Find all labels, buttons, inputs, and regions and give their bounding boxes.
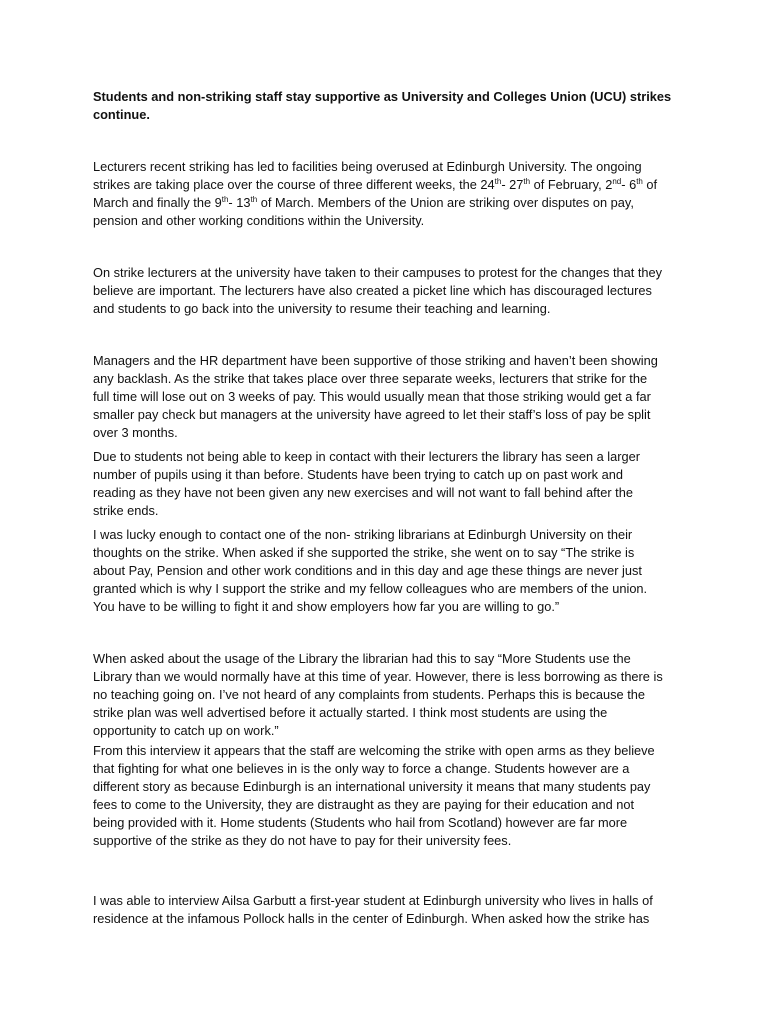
title-line: Students and non-striking staff stay supportive as University and Colleges Union (UCU) strikes <box>93 89 672 104</box>
paragraph <box>93 264 677 318</box>
paragraph-line: smaller pay check but managers at the university have agreed to let their staff’s loss of pay be split <box>93 407 651 422</box>
paragraph-line: strike plan was well advertised before it actually started. I think most students are using the <box>93 705 608 720</box>
paragraph <box>93 526 677 616</box>
paragraph <box>93 158 677 230</box>
paragraph-line: You have to be willing to fight it and show employers how far you are willing to go.” <box>93 599 560 614</box>
paragraph <box>93 650 677 740</box>
paragraph-line: thoughts on the strike. When asked if she supported the strike, she went on to say “The strike is <box>93 545 635 560</box>
paragraph-line: I was able to interview Ailsa Garbutt a first-year student at Edinburgh university who lives in halls of <box>93 893 653 908</box>
paragraph-line: pension and other working conditions within the University. <box>93 213 425 228</box>
article-title <box>93 88 677 124</box>
ordinal-suffix: nd <box>612 177 622 186</box>
paragraph-line: about Pay, Pension and other work conditions and in this day and age these things are never just <box>93 563 642 578</box>
paragraph-line: strikes are taking place over the course of three different weeks, the 24th- 27th of February, 2nd- 6th of <box>93 177 658 192</box>
ordinal-suffix: th <box>221 195 229 204</box>
paragraph-line: reading as they have not been given any new exercises and will not want to fall behind after the <box>93 485 633 500</box>
paragraph-line: Library than we would normally have at this time of year. However, there is less borrowing as there is <box>93 669 663 684</box>
paragraph <box>93 448 677 520</box>
paragraph-line: different story as because Edinburgh is an international university it means that many students pay <box>93 779 651 794</box>
ordinal-suffix: th <box>636 177 643 186</box>
paragraph-line: supportive of the strike as they do not have to pay for their university fees. <box>93 833 512 848</box>
paragraph-line: no teaching going on. I’ve not heard of any complaints from students. Perhaps this is because the <box>93 687 646 702</box>
paragraph-line: I was lucky enough to contact one of the non- striking librarians at Edinburgh University on their <box>93 527 633 542</box>
paragraph-line: being provided with it. Home students (Students who hail from Scotland) however are far more <box>93 815 628 830</box>
paragraph-line: number of pupils using it than before. Students have been trying to catch up on past work and <box>93 467 623 482</box>
ordinal-suffix: th <box>494 177 502 186</box>
paragraph-line: When asked about the usage of the Library the librarian had this to say “More Students use the <box>93 651 631 666</box>
paragraph-line: Due to students not being able to keep in contact with their lecturers the library has seen a larger <box>93 449 641 464</box>
paragraph-line: that fighting for what one believes in is the only way to force a change. Students however are a <box>93 761 630 776</box>
paragraph-line: strike ends. <box>93 503 159 518</box>
paragraph-line: Managers and the HR department have been supportive of those striking and haven’t been showing <box>93 353 658 368</box>
ordinal-suffix: th <box>250 195 258 204</box>
paragraph-line: Lecturers recent striking has led to facilities being overused at Edinburgh University. The ongoing <box>93 159 642 174</box>
paragraph-line: opportunity to catch up on work.” <box>93 723 279 738</box>
paragraph-line: believe are important. The lecturers have also created a picket line which has discouraged lectures <box>93 283 652 298</box>
paragraph-line: granted which is why I support the strike and my fellow colleagues who are members of the union. <box>93 581 648 596</box>
paragraph <box>93 352 677 442</box>
paragraph-line: over 3 months. <box>93 425 178 440</box>
title-line: continue. <box>93 107 150 122</box>
paragraph-line: residence at the infamous Pollock halls in the center of Edinburgh. When asked how the strike has <box>93 911 650 926</box>
paragraph <box>93 742 677 850</box>
paragraph-line: any backlash. As the strike that takes place over three separate weeks, lecturers that strike for the <box>93 371 648 386</box>
paragraph-line: fees to come to the University, they are distraught as they are paying for their education and not <box>93 797 635 812</box>
ordinal-suffix: th <box>523 177 531 186</box>
paragraph-line: March and finally the 9th- 13th of March. Members of the Union are striking over disputes on pay, <box>93 195 634 210</box>
paragraph-line: From this interview it appears that the staff are welcoming the strike with open arms as they believe <box>93 743 655 758</box>
paragraph-line: full time will lose out on 3 weeks of pay. This would usually mean that those striking would get a far <box>93 389 651 404</box>
paragraph <box>93 892 677 928</box>
paragraph-line: On strike lecturers at the university have taken to their campuses to protest for the changes that they <box>93 265 663 280</box>
paragraph-line: and students to go back into the university to resume their teaching and learning. <box>93 301 551 316</box>
